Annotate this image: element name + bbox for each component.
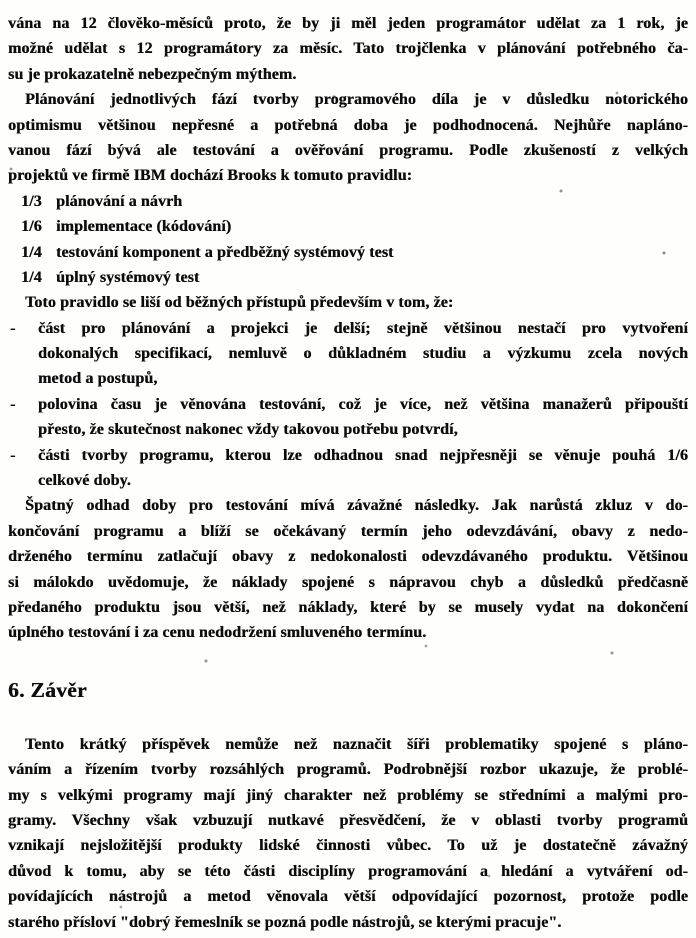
- text-line: gramy. Všechny však vzbuzují nutkavé přesvědčení, že v oblasti tvorby programů: [8, 811, 688, 829]
- text-line: Tento krátký příspěvek nemůže než naznačit šíři problematiky spojené s pláno-: [25, 735, 688, 753]
- text-line: vznikají nejsložitější produkty lidské činnosti vůbec. To už je dostatečně závažný: [8, 837, 688, 855]
- fraction-label: 1/3: [21, 192, 42, 210]
- bullet-text: polovina času je věnována testování, což je více, než většina manažerů připouští: [38, 395, 688, 413]
- text-line: vanou fází bývá ale testování a ověřování programu. Podle zkušeností z velkých: [8, 141, 688, 159]
- text-line: celkové doby.: [38, 472, 131, 490]
- scan-noise: [0, 0, 2, 2]
- list-item-line: [8, 189, 688, 214]
- list-item-line: [8, 265, 688, 290]
- text-line: su je prokazatelně nebezpečným mýthem.: [8, 65, 297, 83]
- list-item-text: testování komponent a předběžný systémový test: [56, 243, 394, 261]
- bullet-dash-icon: -: [10, 446, 16, 464]
- fraction-label: 1/6: [21, 218, 42, 236]
- text-line: možné udělat s 12 programátory za měsíc. Tato trojčlenka v plánování potřebného ča-: [8, 40, 688, 58]
- fraction-label: 1/4: [21, 243, 42, 261]
- text-line: povídajících nástrojů a metod věnovala větší odpovídající pozornost, protože podle: [8, 888, 688, 906]
- list-item-text: úplný systémový test: [56, 268, 200, 286]
- text-line: končování programu a blíží se očekávaný termín jeho odevzdávání, obavy z nedo-: [8, 522, 688, 540]
- text-line: váním a řízením tvorby rozsáhlých programů. Podrobnější rozbor ukazuje, že problé-: [8, 761, 688, 779]
- text-line: drženého termínu zatlačují obavy z nedokonalosti odevzdávaného produktu. Většinou: [8, 548, 688, 566]
- text-line: my s velkými programy mají jiný charakter než problémy se středními a malými pro-: [8, 786, 688, 804]
- text-line: Toto pravidlo se liší od běžných přístupů především v tom, že:: [25, 294, 454, 312]
- text-line: předaného produktu jsou větší, než náklady, které by se musely vydat na dokončení: [8, 598, 688, 616]
- bullet-dash-icon: -: [10, 395, 16, 413]
- text-line: starého přísloví "dobrý řemeslník se pozná podle nástrojů, se kterými pracuje".: [8, 913, 562, 931]
- text-line: si málokdo uvědomuje, že náklady spojené s nápravou chyb a důsledků předčasně: [8, 573, 688, 591]
- text-line: důvod k tomu, aby se této části disciplíny programování a hledání a vytváření od-: [8, 862, 688, 880]
- bullet-line: [8, 443, 688, 468]
- text-line: přesto, že skutečnost nakonec vždy takovou potřebu potvrdí,: [38, 421, 458, 439]
- bullet-dash-icon: -: [10, 319, 16, 337]
- text-line: metod a postupů,: [38, 370, 158, 388]
- text-line: Špatný odhad doby pro testování mívá závažné následky. Jak narůstá zkluz v do-: [25, 497, 688, 515]
- text-line: dokonalých specifikací, nemluvě o důkladném studiu a výzkumu zcela nových: [38, 345, 688, 363]
- fraction-label: 1/4: [21, 268, 42, 286]
- text-line: Plánování jednotlivých fází tvorby programového díla je v důsledku notorického: [25, 91, 688, 109]
- bullet-text: části tvorby programu, kterou lze odhadnou snad nejpřesněji se věnuje pouhá 1/6: [38, 446, 688, 464]
- document-body: [8, 11, 688, 935]
- list-item-text: implementace (kódování): [56, 218, 232, 236]
- list-item-text: plánování a návrh: [56, 192, 183, 210]
- bullet-text: část pro plánování a projekci je delší; stejně většinou nestačí pro vytvoření: [38, 319, 688, 337]
- list-item-line: [8, 214, 688, 239]
- bullet-line: [8, 316, 688, 341]
- text-line: vána na 12 člověko-měsíců proto, že by ji měl jeden programátor udělat za 1 rok, je: [8, 15, 688, 32]
- text-line: úplného testování i za cenu nedodržení smluveného termínu.: [8, 624, 427, 642]
- section-heading: 6. Závěr: [8, 677, 87, 702]
- text-line: optimismu většinou nepřesné a potřebná doba je podhodnocená. Nejhůře napláno-: [8, 116, 688, 134]
- bullet-line: [8, 392, 688, 417]
- list-item-line: [8, 240, 688, 265]
- text-line: projektů ve firmě IBM dochází Brooks k tomuto pravidlu:: [8, 167, 413, 185]
